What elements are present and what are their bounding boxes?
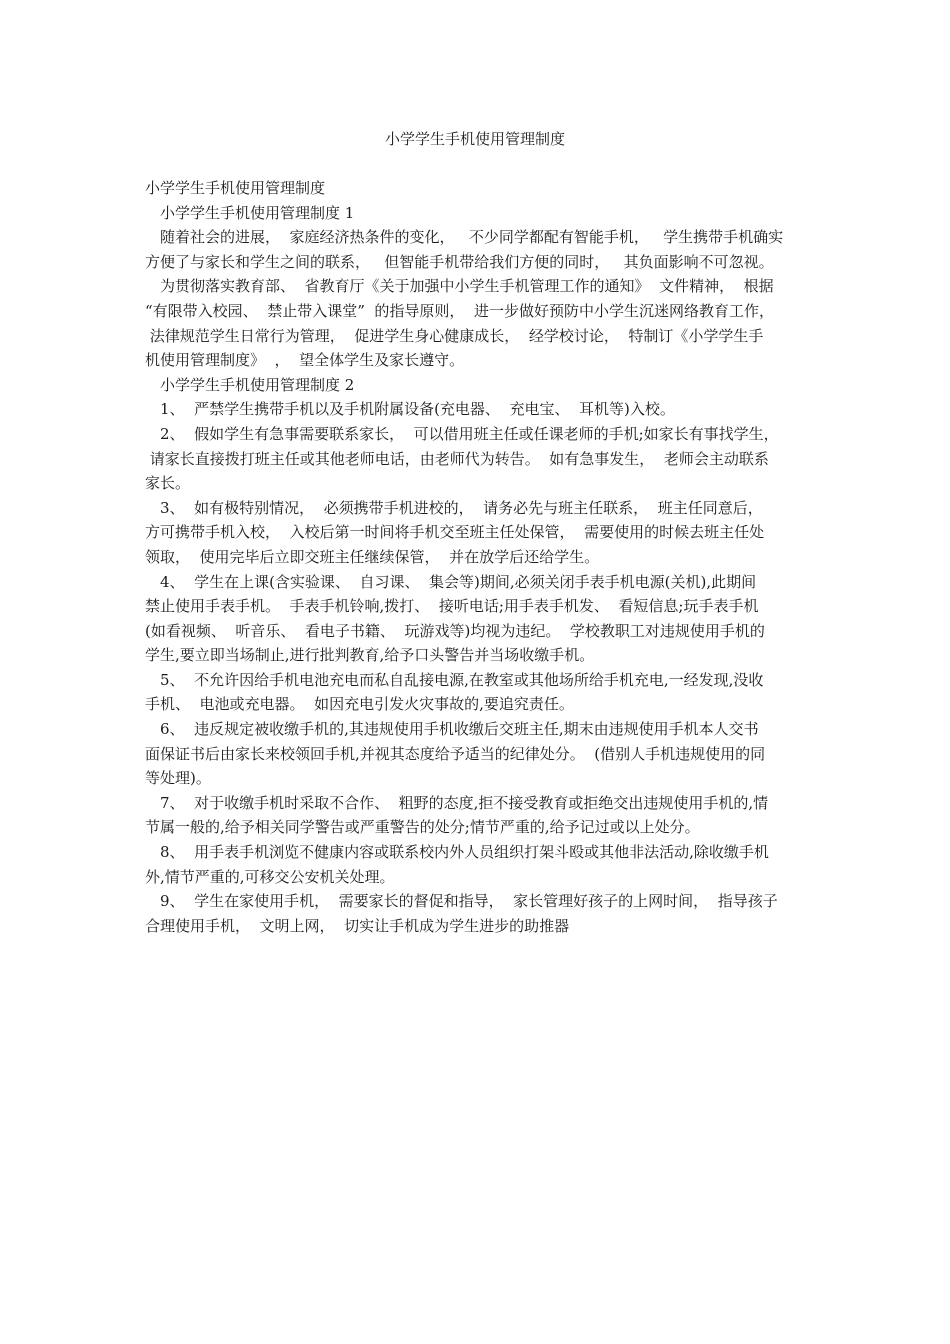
text-line: 6、 违反规定被收缴手机的,其违规使用手机收缴后交班主任,期末由违规使用手机本人交书 xyxy=(160,720,759,739)
text-line: 合理使用手机， 文明上网， 切实让手机成为学生进步的助推器 xyxy=(145,916,570,935)
text-line: 家长。 xyxy=(145,474,191,493)
text-line: 等处理)。 xyxy=(145,769,211,788)
text-line: 9、 学生在家使用手机， 需要家长的督促和指导， 家长管理好孩子的上网时间， 指导孩子 xyxy=(160,892,778,911)
document-title: 小学学生手机使用管理制度 xyxy=(384,130,565,148)
text-line: 节属一般的,给予相关同学警告或严重警告的处分;情节严重的,给予记过或以上处分。 xyxy=(145,818,700,837)
text-line: 小学学生手机使用管理制度 xyxy=(145,179,326,197)
text-line: “有限带入校园、 禁止带入课堂” 的指导原则， 进一步做好预防中小学生沉迷网络教育工作， xyxy=(145,301,774,320)
text-line: (如看视频、 听音乐、 看电子书籍、 玩游戏等)均视为违纪。 学校教职工对违规使用手机的 xyxy=(145,621,765,640)
text-line: 领取， 使用完毕后立即交班主任继续保管， 并在放学后还给学生。 xyxy=(145,547,600,566)
text-line: 禁止使用手表手机。 手表手机铃响,拨打、 接听电话;用手表手机发、 看短信息;玩手表手机 xyxy=(145,597,759,616)
text-line: 外,情节严重的,可移交公安机关处理。 xyxy=(145,867,395,886)
text-line: 面保证书后由家长来校领回手机,并视其态度给予适当的纪律处分。 (借别人手机违规使用的同 xyxy=(145,744,766,763)
text-line: 方便了与家长和学生之间的联系， 但智能手机带给我们方便的同时， 其负面影响不可忽视。 xyxy=(145,252,774,271)
text-line: 4、 学生在上课(含实验课、 自习课、 集会等)期间,必须关闭手表手机电源(关机),此期间 xyxy=(160,572,757,591)
text-line: 手机、 电池或充电器。 如因充电引发火灾事故的,要追究责任。 xyxy=(145,695,574,714)
text-line: 7、 对于收缴手机时采取不合作、 粗野的态度,拒不接受教育或拒绝交出违规使用手机的,情 xyxy=(160,793,769,812)
text-line: 学生,要立即当场制止,进行批判教育,给予口头警告并当场收缴手机。 xyxy=(145,646,595,665)
text-line: 机使用管理制度》 ， 望全体学生及家长遵守。 xyxy=(145,351,465,370)
text-line: 2、 假如学生有急事需要联系家长， 可以借用班主任或任课老师的手机;如家长有事找学生， xyxy=(160,424,779,443)
text-line: 方可携带手机入校， 入校后第一时间将手机交至班主任处保管， 需要使用的时候去班主任处 xyxy=(145,523,765,542)
text-line: 小学学生手机使用管理制度 2 xyxy=(160,375,355,394)
document-body xyxy=(145,176,813,938)
text-line: 小学学生手机使用管理制度 1 xyxy=(160,203,355,222)
text-line: 随着社会的进展， 家庭经济热条件的变化， 不少同学都配有智能手机， 学生携带手机确实 xyxy=(160,228,784,247)
text-line: 8、 用手表手机浏览不健康内容或联系校内外人员组织打架斗殴或其他非法活动,除收缴手机 xyxy=(160,843,769,862)
text-line: 5、 不允许因给手机电池充电而私自乱接电源,在教室或其他场所给手机充电,一经发现,没收 xyxy=(160,670,764,689)
text-line: 请家长直接拨打班主任或其他老师电话，由老师代为转告。 如有急事发生， 老师会主动联系 xyxy=(145,449,769,468)
text-line: 为贯彻落实教育部、 省教育厅《关于加强中小学生手机管理工作的通知》 文件精神， 根据 xyxy=(160,277,774,296)
text-line: 法律规范学生日常行为管理， 促进学生身心健康成长， 经学校讨论， 特制订《小学学生手 xyxy=(145,326,764,345)
text-line: 1、 严禁学生携带手机以及手机附属设备(充电器、 充电宝、 耳机等)入校。 xyxy=(160,400,675,419)
text-line: 3、 如有极特别情况， 必须携带手机进校的， 请务必先与班主任联系， 班主任同意后， xyxy=(160,498,763,517)
